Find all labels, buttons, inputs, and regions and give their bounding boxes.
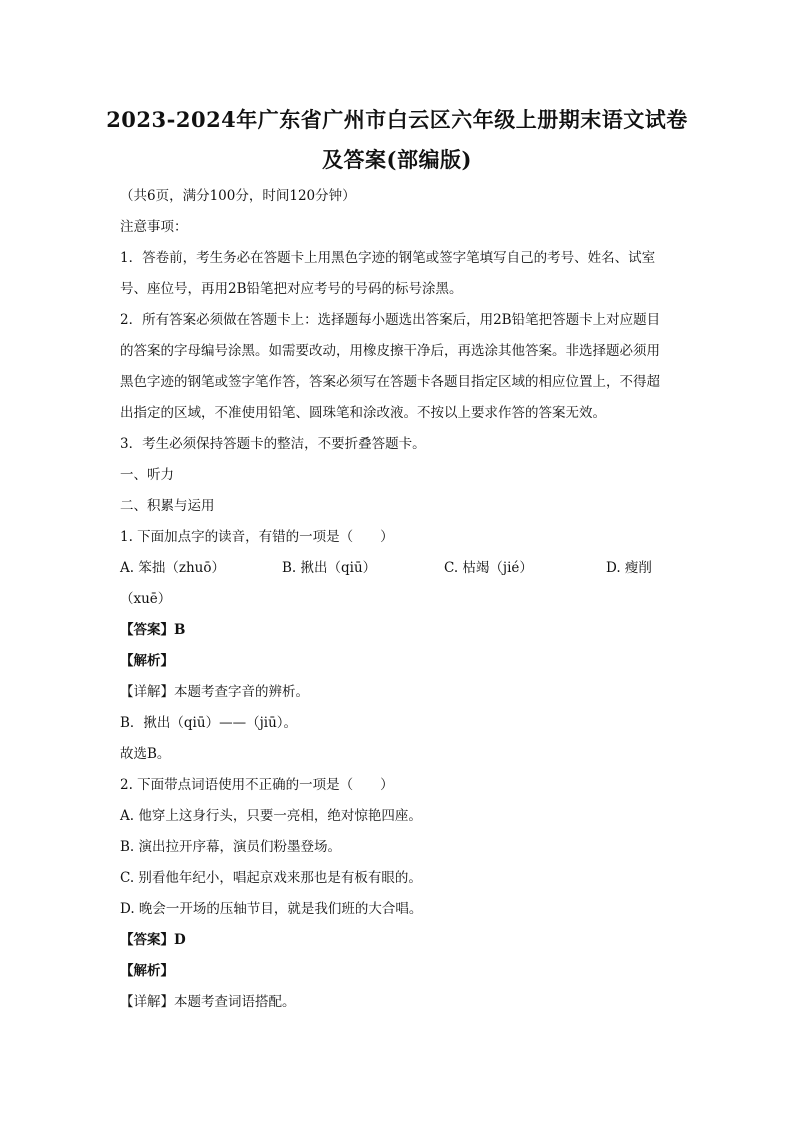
notice-item-2a: 2．所有答案必须做在答题卡上：选择题每小题选出答案后，用2B铅笔把答题卡上对应题目 (120, 312, 661, 328)
notice-item-2d: 出指定的区域，不准使用铅笔、圆珠笔和涂改液。不按以上要求作答的答案无效。 (120, 405, 606, 421)
q2-stem: 2. 下面带点词语使用不正确的一项是（ ） (120, 777, 394, 793)
q1-option-b: B. 揪出（qiū） (282, 560, 377, 576)
q2-option-d: D. 晚会一开场的压轴节目，就是我们班的大合唱。 (120, 901, 423, 917)
q1-detail-2: B．揪出（qiū）——（jiū）。 (120, 715, 298, 731)
document-title-line1: 2023-2024年广东省广州市白云区六年级上册期末语文试卷 (106, 107, 688, 132)
notice-item-2c: 黑色字迹的钢笔或签字笔作答，答案必须写在答题卡各题目指定区域的相应位置上，不得超 (120, 374, 660, 390)
q1-conclusion: 故选B。 (120, 746, 171, 762)
section-listening: 一、听力 (120, 467, 174, 483)
q2-option-c: C. 别看他年纪小，唱起京戏来那也是有板有眼的。 (120, 870, 422, 886)
q1-answer: 【答案】B (120, 622, 186, 638)
notice-item-1a: 1．答卷前，考生务必在答题卡上用黑色字迹的钢笔或签字笔填写自己的考号、姓名、试室 (120, 250, 656, 266)
q2-detail: 【详解】本题考查词语搭配。 (120, 994, 296, 1010)
exam-meta: （共6页，满分100分，时间120分钟） (120, 188, 356, 204)
q2-option-b: B. 演出拉开序幕，演员们粉墨登场。 (120, 839, 342, 855)
q1-stem: 1. 下面加点字的读音，有错的一项是（ ） (120, 529, 394, 545)
q2-option-a: A. 他穿上这身行头，只要一亮相，绝对惊艳四座。 (120, 808, 422, 824)
notice-item-2b: 的答案的字母编号涂黑。如需要改动，用橡皮擦干净后，再选涂其他答案。非选择题必须用 (120, 343, 660, 359)
q1-option-d-cont: （xuē） (120, 591, 172, 607)
q1-option-c: C. 枯竭（jié） (444, 560, 533, 576)
notice-heading: 注意事项： (120, 219, 188, 235)
section-accumulation: 二、积累与运用 (120, 498, 215, 514)
notice-item-1b: 号、座位号，再用2B铅笔把对应考号的号码的标号涂黑。 (120, 281, 463, 297)
notice-item-3: 3．考生必须保持答题卡的整洁，不要折叠答题卡。 (120, 436, 426, 452)
q2-analysis-label: 【解析】 (120, 963, 174, 979)
document-title-line2: 及答案(部编版) (322, 147, 472, 172)
q1-option-d: D. 瘦削 (606, 560, 652, 576)
q1-analysis-label: 【解析】 (120, 653, 174, 669)
q2-answer: 【答案】D (120, 932, 186, 948)
q1-option-a: A. 笨拙（zhuō） (120, 560, 225, 576)
q1-detail: 【详解】本题考查字音的辨析。 (120, 684, 309, 700)
